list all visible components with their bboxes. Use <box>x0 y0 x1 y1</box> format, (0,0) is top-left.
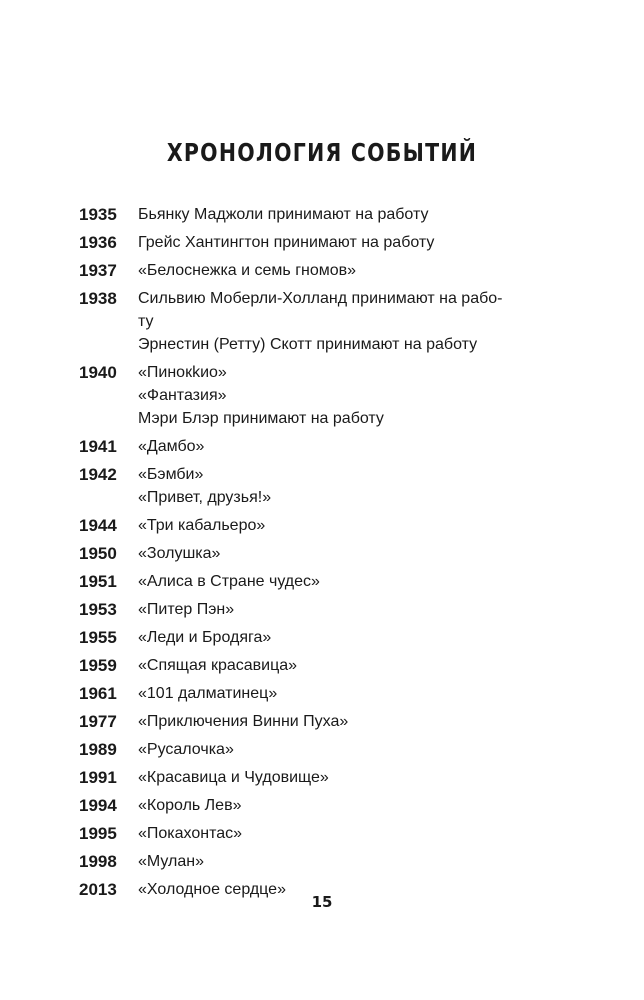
entry-year: 1951 <box>79 572 117 591</box>
entry-event: Мэри Блэр принимают на работу <box>138 410 384 427</box>
entry-event: «Мулан» <box>138 853 205 870</box>
entry-events <box>138 794 549 817</box>
entry-year: 1937 <box>79 261 117 280</box>
entry-event: «101 далматинец» <box>138 685 278 702</box>
entry-event: «Красавица и Чудовище» <box>138 769 329 786</box>
entry-event: Эрнестин (Ретту) Скотт принимают на работу <box>138 336 478 353</box>
timeline-entry <box>79 626 549 649</box>
entry-year: 1995 <box>79 824 117 843</box>
entry-events <box>138 598 549 621</box>
entry-events <box>138 435 549 458</box>
timeline-entry <box>79 654 549 677</box>
entry-year: 1950 <box>79 544 117 563</box>
timeline-entry <box>79 203 549 226</box>
timeline-entry <box>79 682 549 705</box>
entry-event: «Холодное сердце» <box>138 881 286 898</box>
entry-event: «Питер Пэн» <box>138 601 235 618</box>
page-title: ХРОНОЛОГИЯ СОБЫТИЙ <box>166 138 478 167</box>
entry-event: ту <box>138 313 154 330</box>
entry-events <box>138 361 549 430</box>
timeline-entry <box>79 598 549 621</box>
timeline-entry <box>79 287 549 356</box>
entry-events <box>138 710 549 733</box>
entry-year: 1936 <box>79 233 117 252</box>
entry-events <box>138 822 549 845</box>
entry-events <box>138 259 549 282</box>
entry-year: 1989 <box>79 740 117 759</box>
entry-event: «Привет, друзья!» <box>138 489 272 506</box>
entry-year: 1941 <box>79 437 117 456</box>
timeline-entry <box>79 361 549 430</box>
entry-year: 1944 <box>79 516 117 535</box>
entry-events <box>138 514 549 537</box>
entry-events <box>138 682 549 705</box>
entry-event: Сильвию Моберли-Холланд принимают на рабо- <box>138 290 503 307</box>
entry-events <box>138 542 549 565</box>
timeline-entry <box>79 435 549 458</box>
entry-events <box>138 850 549 873</box>
timeline-entry <box>79 738 549 761</box>
timeline-entry <box>79 463 549 509</box>
timeline-entry <box>79 570 549 593</box>
entry-events <box>138 203 549 226</box>
entry-event: «Белоснежка и семь гномов» <box>138 262 357 279</box>
timeline-entry <box>79 794 549 817</box>
entry-event: «Спящая красавица» <box>138 657 298 674</box>
entry-year: 1961 <box>79 684 117 703</box>
entry-events <box>138 626 549 649</box>
entry-event: «Русалочка» <box>138 741 234 758</box>
entry-year: 1938 <box>79 289 117 308</box>
entry-year: 1955 <box>79 628 117 647</box>
entry-event: Грейс Хантингтон принимают на работу <box>138 234 435 251</box>
entry-events <box>138 570 549 593</box>
entry-year: 1991 <box>79 768 117 787</box>
timeline <box>79 203 549 906</box>
entry-year: 1940 <box>79 363 117 382</box>
entry-event: Бьянку Маджоли принимают на работу <box>138 206 429 223</box>
entry-event: «Бэмби» <box>138 466 204 483</box>
entry-year: 2013 <box>79 880 117 899</box>
entry-event: «Король Лев» <box>138 797 242 814</box>
timeline-entry <box>79 231 549 254</box>
entry-event: «Три кабальеро» <box>138 517 266 534</box>
entry-event: «Фантазия» <box>138 387 227 404</box>
entry-events <box>138 738 549 761</box>
entry-year: 1977 <box>79 712 117 731</box>
timeline-entry <box>79 822 549 845</box>
entry-events <box>138 287 549 356</box>
entry-event: «Приключения Винни Пуха» <box>138 713 349 730</box>
timeline-entry <box>79 850 549 873</box>
entry-event: «Золушка» <box>138 545 221 562</box>
entry-event: «Дамбо» <box>138 438 205 455</box>
entry-events <box>138 654 549 677</box>
timeline-entry <box>79 514 549 537</box>
entry-year: 1953 <box>79 600 117 619</box>
timeline-entry <box>79 710 549 733</box>
entry-event: «Покахонтас» <box>138 825 243 842</box>
timeline-entry <box>79 766 549 789</box>
timeline-entry <box>79 542 549 565</box>
entry-event: «Алиса в Стране чудес» <box>138 573 320 590</box>
entry-year: 1959 <box>79 656 117 675</box>
entry-events <box>138 231 549 254</box>
page-number: 15 <box>311 893 333 911</box>
entry-year: 1942 <box>79 465 117 484</box>
entry-year: 1998 <box>79 852 117 871</box>
entry-year: 1994 <box>79 796 117 815</box>
entry-event: «Пинокkио» <box>138 364 227 381</box>
entry-year: 1935 <box>79 205 117 224</box>
entry-event: «Леди и Бродяга» <box>138 629 272 646</box>
entry-events <box>138 463 549 509</box>
timeline-entry <box>79 259 549 282</box>
entry-events <box>138 766 549 789</box>
